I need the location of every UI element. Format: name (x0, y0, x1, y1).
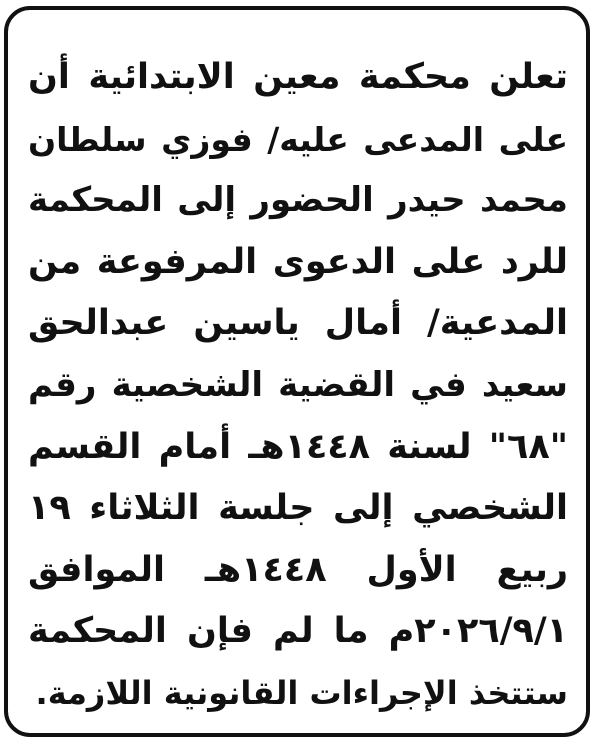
notice-line: تعلن محكمة معين الابتدائية أن (28, 57, 568, 97)
notice-line: سعيد في القضية الشخصية رقم (28, 364, 568, 405)
notice-line: ستتخذ الإجراءات القانونية اللازمة. (35, 673, 568, 712)
notice-line: ربيع الأول ١٤٤٨هـ الموافق (28, 549, 568, 590)
notice-line: ٢٠٢٦/٩/١م ما لم فإن المحكمة (28, 611, 568, 652)
notice-line: للرد على الدعوى المرفوعة من (28, 241, 568, 282)
notice-text (28, 47, 568, 725)
notice-line: الشخصي إلى جلسة الثلاثاء ١٩ (28, 488, 568, 529)
notice-line: محمد حيدر الحضور إلى المحكمة (28, 180, 568, 221)
notice-line: المدعية/ أمال ياسين عبدالحق (28, 303, 568, 344)
notice-line: "٦٨" لسنة ١٤٤٨هـ أمام القسم (28, 426, 568, 467)
notice-line: على المدعى عليه/ فوزي سلطان (28, 119, 568, 159)
